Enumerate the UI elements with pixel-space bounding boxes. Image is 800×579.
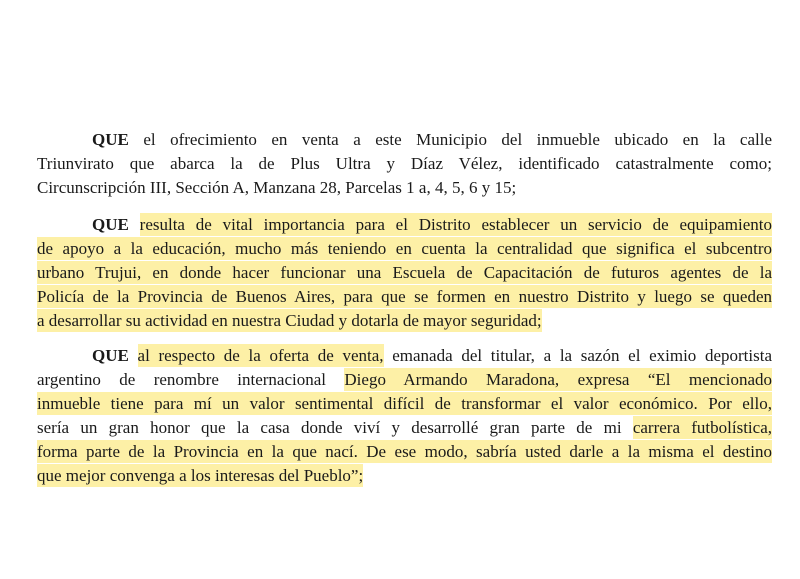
paragraph-keyword: QUE: [92, 346, 129, 365]
paragraph-line: [37, 464, 772, 488]
line-text: Circunscripción III, Sección A, Manzana 28, Parcelas 1 a, 4, 5, 6 y 15;: [37, 178, 517, 197]
highlighted-text: Diego Armando Maradona, expresa “El mencionado: [344, 370, 773, 389]
line-text: emanada del titular, a la sazón el eximio deportista: [392, 346, 773, 365]
paragraph-line: [37, 344, 772, 368]
paragraph-2: [37, 213, 772, 333]
highlighted-text: a desarrollar su actividad en nuestra Ciudad y dotarla de mayor seguridad;: [37, 311, 542, 330]
paragraph-line: [37, 285, 772, 309]
paragraph-line: [37, 176, 772, 200]
highlighted-text: carrera futbolística,: [632, 418, 772, 437]
paragraph-1: [37, 128, 772, 200]
line-text: Triunvirato que abarca la de Plus Ultra y Díaz Vélez, identificado catastralmente como;: [37, 154, 772, 173]
line-text: el ofrecimiento en venta a este Municipio del inmueble ubicado en la calle: [143, 130, 773, 149]
paragraph-line: [37, 152, 772, 176]
highlighted-text: al respecto de la oferta de venta,: [137, 346, 384, 365]
paragraph-keyword: QUE: [92, 215, 129, 234]
line-text: sería un gran honor que la casa donde viví y desarrollé gran parte de mi: [37, 418, 622, 437]
paragraph-line: [37, 440, 772, 464]
highlighted-text: que mejor convenga a los interesas del Pueblo”;: [37, 466, 364, 485]
highlighted-text: urbano Trujui, en donde hacer funcionar una Escuela de Capacitación de futuros agentes de la: [37, 263, 772, 282]
highlighted-text: forma parte de la Provincia en la que nací. De ese modo, sabría usted darle a la misma el destino: [37, 442, 772, 461]
paragraph-line: [37, 213, 772, 237]
highlighted-text: resulta de vital importancia para el Distrito establecer un servicio de equipamiento: [139, 215, 773, 234]
highlighted-text: Policía de la Provincia de Buenos Aires, para que se formen en nuestro Distrito y luego se queden: [37, 287, 772, 306]
highlighted-text: inmueble tiene para mí un valor sentimental difícil de transformar el valor económico. Por ello,: [37, 394, 772, 413]
highlighted-text: de apoyo a la educación, mucho más teniendo en cuenta la centralidad que significa el subcentro: [37, 239, 772, 258]
paragraph-line: [37, 416, 772, 440]
paragraph-line: [37, 309, 772, 333]
paragraph-line: [37, 261, 772, 285]
paragraph-3: [37, 344, 772, 488]
paragraph-line: [37, 128, 772, 152]
paragraph-keyword: QUE: [92, 130, 129, 149]
line-text: argentino de renombre internacional: [37, 370, 326, 389]
paragraph-line: [37, 392, 772, 416]
paragraph-line: [37, 237, 772, 261]
paragraph-line: [37, 368, 772, 392]
